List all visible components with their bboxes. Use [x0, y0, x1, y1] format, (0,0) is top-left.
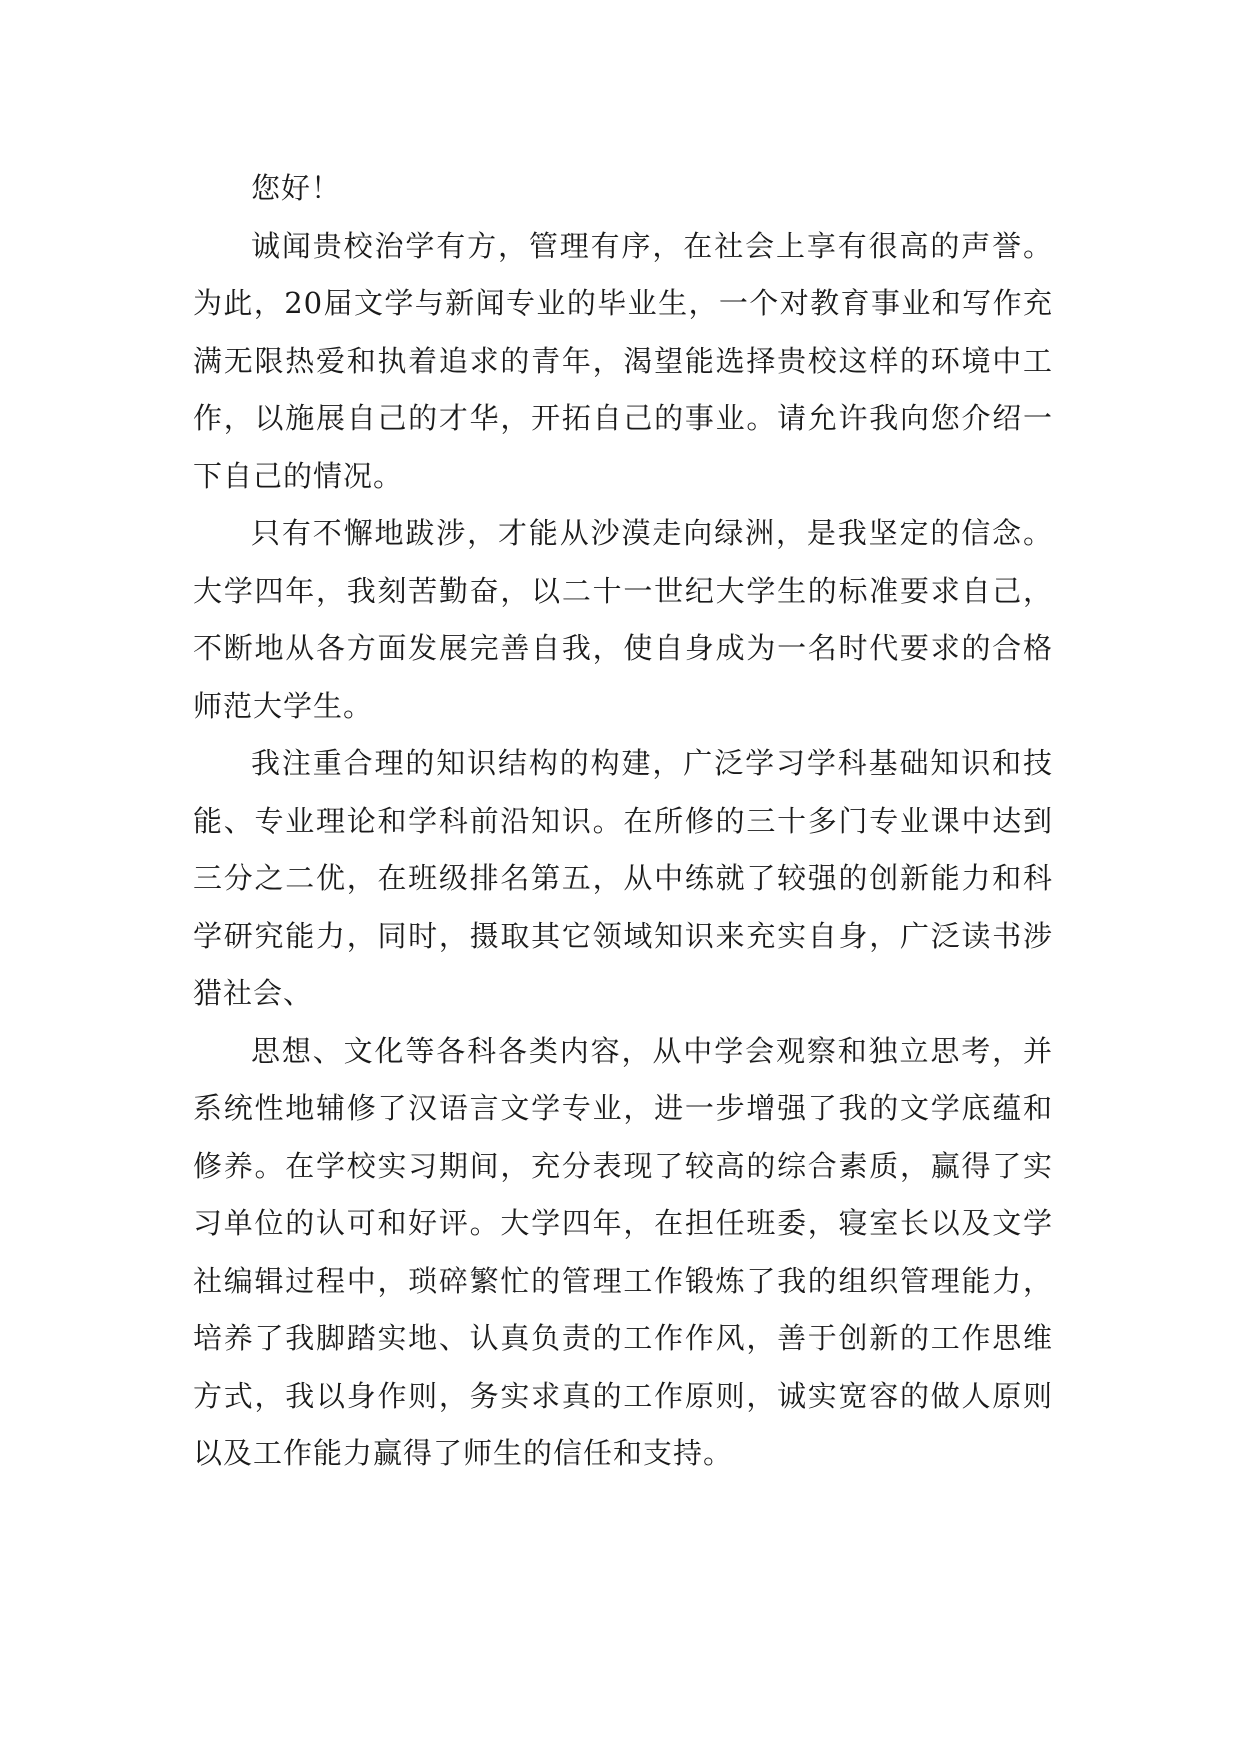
greeting-paragraph: 您好！ — [251, 171, 342, 205]
introduction-paragraph: 诚闻贵校治学有方，管理有序，在社会上享有很高的声誉。为此，20届文学与新闻专业的毕业生，一个对教育事业和写作充满无限热爱和执着追求的青年，渴望能选择贵校这样的环境中工作，以施展自己的才华，开拓自己的事业。请允许我向您介绍一下自己的情况。 — [193, 228, 1053, 493]
belief-paragraph: 只有不懈地跋涉，才能从沙漠走向绿洲，是我坚定的信念。大学四年，我刻苦勤奋，以二十一世纪大学生的标准要求自己，不断地从各方面发展完善自我，使自身成为一名时代要求的合格师范大学生。 — [193, 516, 1053, 723]
knowledge-paragraph: 我注重合理的知识结构的构建，广泛学习学科基础知识和技能、专业理论和学科前沿知识。在所修的三十多门专业课中达到三分之二优，在班级排名第五，从中练就了较强的创新能力和科学研究能力，同时，摄取其它领域知识来充实自身，广泛读书涉猎社会、 — [193, 746, 1053, 1010]
experience-paragraph: 思想、文化等各科各类内容，从中学会观察和独立思考，并系统性地辅修了汉语言文学专业，进一步增强了我的文学底蕴和修养。在学校实习期间，充分表现了较高的综合素质，赢得了实习单位的认可和好评。大学四年，在担任班委，寝室长以及文学社编辑过程中，琐碎繁忙的管理工作锻炼了我的组织管理能力，培养了我脚踏实地、认真负责的工作作风，善于创新的工作思维方式，我以身作则，务实求真的工作原则，诚实宽容的做人原则以及工作能力赢得了师生的信任和支持。 — [193, 1033, 1053, 1470]
letter-body — [193, 160, 1053, 1483]
